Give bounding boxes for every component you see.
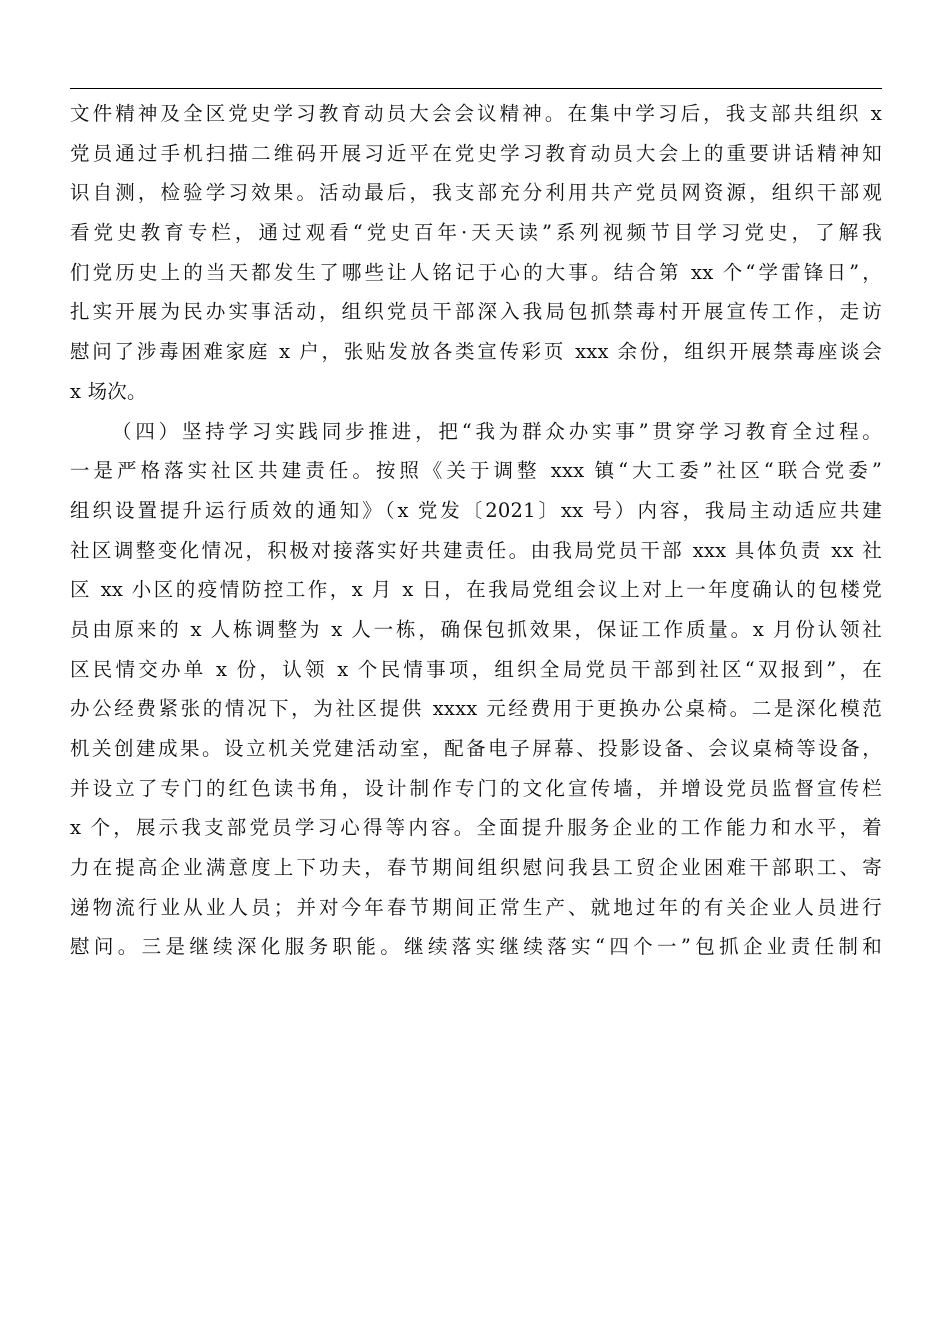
text-line: 力在提高企业满意度上下功夫，春节期间组织慰问我县工贸企业困难干部职工、寄 [70, 856, 882, 880]
text-line: 们党历史上的当天都发生了哪些让人铭记于心的大事。结合第 xx 个“学雷锋日”， [70, 260, 882, 284]
header-rule [70, 88, 882, 89]
text-line: 员由原来的 x 人栋调整为 x 人一栋，确保包抓效果，保证工作质量。x 月份认领社 [70, 617, 882, 641]
text-line: 机关创建成果。设立机关党建活动室，配备电子屏幕、投影设备、会议桌椅等设备， [70, 737, 882, 760]
section-heading-line: （四）坚持学习实践同步推进，把“我为群众办实事”贯穿学习教育全过程。 [112, 419, 882, 443]
document-body [70, 94, 882, 967]
text-line: 社区调整变化情况，积极对接落实好共建责任。由我局党员干部 xxx 具体负责 xx 社 [70, 538, 882, 562]
text-line: 扎实开展为民办实事活动，组织党员干部深入我局包抓禁毒村开展宣传工作，走访 [70, 300, 882, 324]
text-line: 区 xx 小区的疫情防控工作，x 月 x 日，在我局党组会议上对上一年度确认的包楼党 [70, 578, 882, 602]
text-line: 办公经费紧张的情况下，为社区提供 xxxx 元经费用于更换办公桌椅。二是深化模范 [70, 697, 882, 721]
text-line: 递物流行业从业人员；并对今年春节期间正常生产、就地过年的有关企业人员进行 [70, 895, 882, 919]
text-line: 慰问了涉毒困难家庭 x 户，张贴发放各类宣传彩页 xxx 余份，组织开展禁毒座谈会 [70, 340, 882, 364]
text-line: 慰问。三是继续深化服务职能。继续落实继续落实“四个一”包抓企业责任制和 [70, 935, 882, 959]
text-line: 党员通过手机扫描二维码开展习近平在党史学习教育动员大会上的重要讲话精神知 [70, 141, 882, 165]
text-line: 识自测，检验学习效果。活动最后，我支部充分利用共产党员网资源，组织干部观 [70, 181, 882, 205]
text-line: x 个，展示我支部党员学习心得等内容。全面提升服务企业的工作能力和水平，着 [70, 816, 882, 840]
text-line: 一是严格落实社区共建责任。按照《关于调整 xxx 镇“大工委”社区“联合党委” [70, 459, 882, 483]
text-line: 文件精神及全区党史学习教育动员大会会议精神。在集中学习后，我支部共组织 x [70, 102, 882, 125]
text-line: 区民情交办单 x 份，认领 x 个民情事项，组织全局党员干部到社区“双报到”，在 [70, 657, 882, 681]
text-line: 组织设置提升运行质效的通知》（x 党发〔2021〕xx 号）内容，我局主动适应共建 [70, 498, 882, 522]
text-line: 并设立了专门的红色读书角，设计制作专门的文化宣传墙，并增设党员监督宣传栏 [70, 776, 882, 800]
text-line: x 场次。 [70, 379, 147, 403]
text-line: 看党史教育专栏，通过观看“党史百年·天天读”系列视频节目学习党史，了解我 [70, 221, 882, 245]
